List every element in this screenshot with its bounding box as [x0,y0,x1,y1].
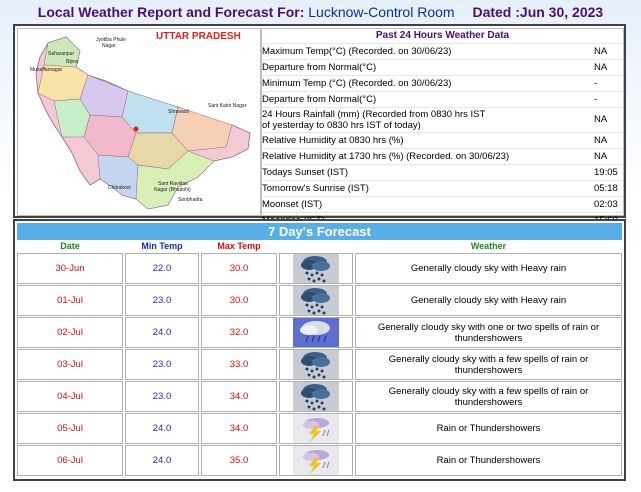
forecast-weather: Rain or Thundershowers [355,413,622,444]
forecast-icon-cell [279,317,353,348]
forecast-row [17,317,622,348]
header-max-col: Max Temp [217,241,261,251]
row-label: Departure from Normal(°C) [262,94,377,105]
row-value: 02:03 [594,199,618,210]
report-panel [13,24,626,218]
forecast-date: 06-Jul [17,445,123,476]
forecast-panel [13,219,626,481]
map-label: Jyotiba Phule [96,37,127,43]
row-value: 19:05 [594,167,618,178]
forecast-max-temp: 34.0 [201,381,277,412]
map-title: UTTAR PRADESH [156,31,241,42]
forecast-date: 01-Jul [17,285,123,316]
forecast-row [17,349,622,380]
header-title: Local Weather Report and Forecast For: [37,4,305,20]
row-label: Relative Humidity at 1730 hrs (%) (Recorded. on 30/06/23) [262,151,510,162]
map-label: Muzaffarnagar [30,67,63,73]
row-value: - [594,78,598,89]
row-label: Minimum Temp (°C) (Recorded. on 30/06/23) [262,78,452,89]
forecast-weather: Generally cloudy sky with a few spells of rain or thundershowers [355,381,622,412]
map-label: Saharanpur [48,51,75,57]
heavy-rain-icon [293,382,339,411]
row-value: NA [594,135,608,146]
forecast-weather: Rain or Thundershowers [355,445,622,476]
header-weather-col: Weather [470,241,507,251]
row-value: NA [594,114,608,125]
heavy-rain-icon [293,350,339,379]
row-label: Moonset (IST) [262,199,323,210]
row-label: Tomorrow's Sunrise (IST) [262,183,369,194]
thunderstorm-icon [293,446,339,475]
forecast-min-temp: 24.0 [125,413,199,444]
map-label: Shravasti [168,109,189,115]
past-24h-row [262,75,623,91]
forecast-icon-cell [279,445,353,476]
forecast-date: 30-Jun [17,253,123,284]
forecast-max-temp: 33.0 [201,349,277,380]
forecast-row [17,381,622,412]
map-label: Chitrakoot [108,185,131,191]
heavy-rain-icon [293,254,339,283]
header-location: Lucknow-Control Room [308,4,455,20]
forecast-weather: Generally cloudy sky with a few spells of rain or thundershowers [355,349,622,380]
header-date-col: Date [60,241,80,251]
forecast-icon-cell [279,253,353,284]
heavy-rain-icon [293,286,339,315]
forecast-row [17,413,622,444]
map-label: Bijnor [66,59,79,65]
forecast-icon-cell [279,413,353,444]
row-label: Todays Sunset (IST) [262,167,349,178]
forecast-icon-cell [279,285,353,316]
forecast-header [17,241,622,252]
header-date: Dated :Jun 30, 2023 [472,4,604,20]
past-24h-row [262,164,623,180]
forecast-date: 05-Jul [17,413,123,444]
forecast-row [17,445,622,476]
forecast-date: 03-Jul [17,349,123,380]
map-label: Nagar [102,43,116,49]
row-label: of yesterday to 0830 hrs IST of today) [262,120,421,131]
row-value: NA [594,46,608,57]
page-header [0,4,641,24]
forecast-icon-cell [279,349,353,380]
row-value: NA [594,151,608,162]
past-24h-row [262,43,623,59]
row-value: NA [594,62,608,73]
past-24h-row [262,91,623,107]
state-map [17,28,261,216]
past-24h-row [262,148,623,164]
forecast-min-temp: 24.0 [125,445,199,476]
forecast-row [17,285,622,316]
forecast-min-temp: 22.0 [125,253,199,284]
forecast-min-temp: 23.0 [125,381,199,412]
forecast-title: 7 Day's Forecast [17,223,622,240]
forecast-row [17,253,622,284]
forecast-weather: Generally cloudy sky with one or two spells of rain or thundershowers [355,317,622,348]
forecast-max-temp: 35.0 [201,445,277,476]
rain-spells-icon [293,318,339,347]
map-label: Nagar (Bhadohi) [154,187,191,193]
past-24h-panel [261,28,624,216]
past-24h-row [262,196,623,212]
row-label: Relative Humidity at 0830 hrs (%) [262,135,404,146]
forecast-min-temp: 23.0 [125,285,199,316]
forecast-max-temp: 30.0 [201,285,277,316]
forecast-date: 04-Jul [17,381,123,412]
map-label: Sant Kabir Nagar [208,103,247,109]
forecast-max-temp: 32.0 [201,317,277,348]
header-min-col: Min Temp [141,241,183,251]
forecast-min-temp: 23.0 [125,349,199,380]
past-24h-title: Past 24 Hours Weather Data [375,30,510,41]
row-label: Departure from Normal(°C) [262,62,377,73]
row-label: 24 Hours Rainfall (mm) (Recorded from 0830 hrs IST [262,109,486,120]
past-24h-row [262,132,623,148]
map-label: Sonbhadra [178,197,203,203]
forecast-icon-cell [279,381,353,412]
row-label: Maximum Temp(°C) (Recorded. on 30/06/23) [262,46,452,57]
forecast-date: 02-Jul [17,317,123,348]
thunderstorm-icon [293,414,339,443]
map-label: Sant Ravidas [158,181,188,187]
forecast-weather: Generally cloudy sky with Heavy rain [355,285,622,316]
forecast-max-temp: 30.0 [201,253,277,284]
past-24h-row [262,107,623,132]
row-value: - [594,94,598,105]
row-value: 05:18 [594,183,618,194]
forecast-min-temp: 24.0 [125,317,199,348]
past-24h-row [262,59,623,75]
forecast-weather: Generally cloudy sky with Heavy rain [355,253,622,284]
past-24h-row [262,180,623,196]
forecast-max-temp: 34.0 [201,413,277,444]
